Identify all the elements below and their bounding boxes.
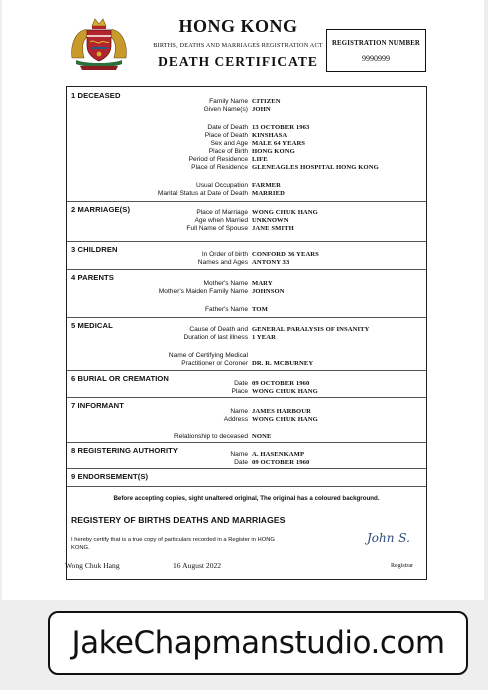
field-value: MARY [252,280,273,287]
field-value: A. HASENKAMP [252,451,305,458]
section-parents [67,269,426,318]
field-value: TOM [252,306,268,313]
field-row [67,387,426,396]
field-value: WONG CHUK HANG [252,416,318,423]
field-value: 1 YEAR [252,334,276,341]
field-row [67,305,426,314]
field-label: Mother's Maiden Family Name [158,288,248,295]
registration-number-value: 9990999 [362,54,390,63]
field-label: In Order of birth [201,251,248,258]
section-medical [67,317,426,371]
field-label: Place of Birth [208,148,248,155]
field-row [67,432,426,441]
field-value: NONE [252,433,272,440]
field-label: Given Name(s) [203,106,248,113]
field-label: Address [223,416,248,423]
field-label: Sex and Age [210,140,248,147]
field-row [67,258,426,267]
field-label: Names and Ages [197,259,248,266]
field-row [67,189,426,198]
field-value: WONG CHUK HANG [252,209,318,216]
field-row [67,287,426,296]
field-row [67,359,426,368]
field-value: KINSHASA [252,132,288,139]
section-title: 5 MEDICAL [71,321,113,330]
field-row [67,224,426,233]
act-subtitle: BIRTHS, DEATHS AND MARRIAGES REGISTRATION ACT [153,42,323,49]
field-row [67,163,426,172]
field-value: MALE 64 YEARS [252,140,306,147]
field-label: Duration of last illness [183,334,248,341]
field-value: JOHNSON [252,288,285,295]
field-value: FARMER [252,182,282,189]
section-informant [67,397,426,443]
coat-of-arms-icon [68,14,130,72]
section-marriage [67,201,426,242]
certification-statement: I hereby certify that is a true copy of particulars recorded in a Register in HONG KONG. [71,537,275,551]
field-label: Date of Death [207,124,248,131]
field-row [67,415,426,424]
registrar-signature: John S. [367,531,410,545]
field-label: Usual Occupation [195,182,248,189]
section-title: 9 ENDORSEMENT(S) [71,472,149,481]
field-label: Place of Marriage [196,209,248,216]
field-value: JAMES HARBOUR [252,408,311,415]
issue-date: 16 August 2022 [173,561,222,570]
field-row [67,105,426,114]
field-row [67,458,426,467]
field-value: 09 OCTOBER 1960 [252,380,310,387]
field-value: JOHN [252,106,271,113]
document-type-title: DEATH CERTIFICATE [158,54,318,69]
field-value: ANTONY 33 [252,259,290,266]
registration-number-label: REGISTRATION NUMBER [331,40,421,47]
section-registering-authority [67,442,426,469]
field-label: Father's Name [204,306,248,313]
section-title: 7 INFORMANT [71,401,124,410]
field-label: Date [234,380,248,387]
section-deceased [67,87,426,202]
field-label: Name of Certifying Medical [168,352,248,359]
registry-title: REGISTERY OF BIRTHS DEATHS AND MARRIAGES [71,515,286,525]
section-title: 2 MARRIAGE(S) [71,205,131,214]
section-title: 1 DECEASED [71,91,121,100]
registration-number-box [326,29,426,72]
section-title: 6 BURIAL OR CREMATION [71,374,170,383]
section-title: 4 PARENTS [71,273,114,282]
field-value: MARRIED [252,190,285,197]
field-value: WONG CHUK HANG [252,388,318,395]
field-label: Place [231,388,248,395]
issue-place: Wong Chuk Hang [65,561,120,570]
field-label: Practitioner or Coroner [181,360,248,367]
field-value: HONG KONG [252,148,295,155]
certificate-sheet [2,0,484,600]
field-label: Date [234,459,248,466]
section-endorsements [67,468,426,487]
field-value: UNKNOWN [252,217,289,224]
section-title: 8 REGISTERING AUTHORITY [71,446,179,455]
field-label: Cause of Death and [189,326,248,333]
section-burial [67,370,426,398]
field-label: Age when Married [194,217,248,224]
field-label: Full Name of Spouse [186,225,248,232]
section-children [67,241,426,270]
watermark-banner: JakeChapmanstudio.com [48,611,468,675]
field-label: Mother's Name [203,280,248,287]
field-value: LIFE [252,156,268,163]
field-value: CITIZEN [252,98,281,105]
field-label: Place of Death [204,132,248,139]
field-label: Period of Residence [188,156,248,163]
field-value: CONFORD 36 YEARS [252,251,319,258]
field-label: Place of Residence [191,164,248,171]
section-title: 3 CHILDREN [71,245,118,254]
certificate-frame [66,86,427,580]
field-label: Family Name [209,98,248,105]
field-value: GENERAL PARALYSIS OF INSANITY [252,326,370,333]
field-value: 13 OCTOBER 1963 [252,124,310,131]
authenticity-note: Before accepting copies, sight unaltered original, The original has a coloured background. [113,495,380,502]
certificate-heading: HONG KONG [178,16,298,36]
registrar-label: Registrar [391,563,413,569]
field-label: Name [230,451,248,458]
field-value: GLENEAGLES HOSPITAL HONG KONG [252,164,379,171]
field-label: Relationship to deceased [173,433,248,440]
field-label: Name [230,408,248,415]
field-row [67,333,426,342]
field-value: JANE SMITH [252,225,294,232]
field-value: DR. R. MCBURNEY [252,360,314,367]
field-label: Marital Status at Date of Death [157,190,248,197]
field-value: 09 OCTOBER 1960 [252,459,310,466]
